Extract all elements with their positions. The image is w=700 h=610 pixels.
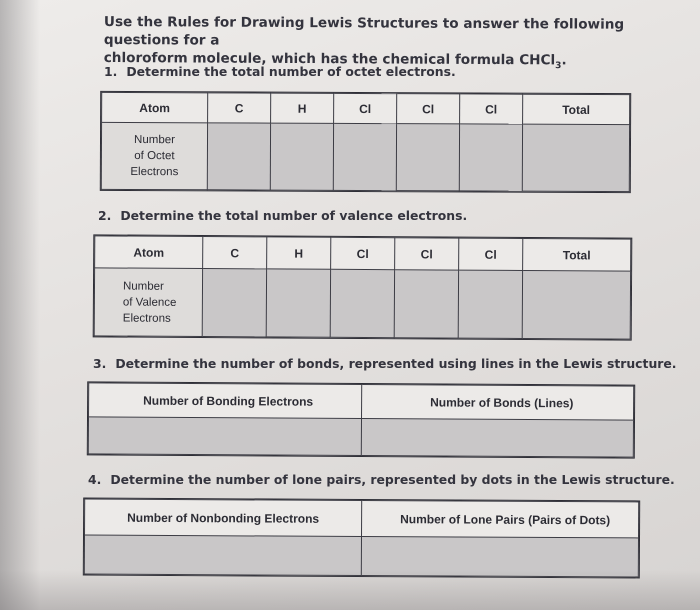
row-label-line: Number (122, 280, 164, 293)
question-2 (98, 208, 467, 223)
lone-pairs-table (84, 499, 639, 578)
answer-cell[interactable] (88, 417, 361, 456)
table-row (88, 417, 633, 457)
atom-header: Atom (102, 92, 208, 123)
atom-cell: H (267, 237, 331, 270)
answer-cell[interactable] (361, 537, 638, 577)
table-row (101, 123, 629, 192)
intro-line-1: Use the Rules for Drawing Lewis Structures to answer the following questions for a (103, 13, 625, 49)
answer-cell[interactable] (202, 269, 266, 337)
atom-cell: Cl (459, 238, 523, 271)
answer-cell[interactable] (207, 123, 270, 190)
question-2-text: Determine the total number of valence electrons. (120, 208, 468, 223)
atom-cell: Cl (460, 94, 523, 125)
bonds-table (88, 382, 634, 457)
row-label-line: Electrons (122, 312, 171, 325)
question-2-number: 2. (98, 208, 112, 223)
formula-subscript: 3 (555, 61, 562, 72)
question-3 (93, 356, 677, 371)
total-answer-cell[interactable] (522, 271, 630, 339)
row-label-line: Electrons (130, 166, 179, 179)
answer-cell[interactable] (459, 124, 522, 191)
answer-cell[interactable] (270, 123, 333, 190)
table-header-row (89, 383, 634, 420)
row-label (94, 268, 202, 336)
row-label-line: of Octet (134, 150, 175, 163)
question-3-text: Determine the number of bonds, represented using lines in the Lewis structure. (115, 356, 677, 371)
atom-cell: Cl (395, 238, 459, 271)
question-3-number: 3. (93, 356, 107, 371)
question-4-text: Determine the number of lone pairs, represented by dots in the Lewis structure. (110, 472, 675, 487)
number-of-lone-pairs-header: Number of Lone Pairs (Pairs of Dots) (362, 501, 639, 538)
answer-cell[interactable] (333, 124, 396, 191)
intro-line-2-end: . (561, 52, 567, 69)
question-1 (104, 64, 456, 79)
table-header-row (85, 499, 639, 538)
bonding-electrons-header: Number of Bonding Electrons (89, 383, 362, 419)
total-header: Total (523, 94, 630, 125)
row-label-line: Number (134, 134, 175, 147)
page-shadow-left (0, 0, 40, 610)
atom-cell: C (208, 93, 271, 124)
total-answer-cell[interactable] (522, 124, 629, 191)
answer-cell[interactable] (458, 270, 522, 338)
atom-cell: H (271, 93, 334, 124)
question-1-number: 1. (104, 64, 118, 79)
answer-cell[interactable] (361, 419, 633, 458)
nonbonding-electrons-header: Number of Nonbonding Electrons (85, 499, 362, 536)
answer-cell[interactable] (330, 270, 394, 338)
total-header: Total (523, 238, 631, 271)
octet-electrons-table (101, 92, 630, 192)
atom-cell: Cl (397, 94, 460, 125)
atom-cell: C (203, 237, 267, 270)
table-row (84, 535, 638, 577)
table-header-row (95, 236, 631, 272)
question-4 (88, 472, 675, 487)
question-4-number: 4. (88, 472, 102, 487)
intro-line-2-text: chloroform molecule, which has the chemical formula CHCl (103, 49, 556, 69)
atom-header: Atom (95, 236, 203, 269)
row-label-line: of Valence (122, 296, 177, 309)
question-1-text: Determine the total number of octet electrons. (126, 64, 456, 79)
atom-cell: Cl (331, 237, 395, 270)
answer-cell[interactable] (394, 270, 458, 338)
valence-electrons-table (94, 235, 632, 339)
answer-cell[interactable] (266, 269, 330, 337)
table-row (94, 268, 630, 339)
number-of-bonds-header: Number of Bonds (Lines) (362, 385, 634, 421)
table-header-row (102, 92, 630, 125)
row-label (101, 123, 207, 190)
answer-cell[interactable] (396, 124, 459, 191)
answer-cell[interactable] (84, 535, 361, 575)
atom-cell: Cl (334, 93, 397, 124)
